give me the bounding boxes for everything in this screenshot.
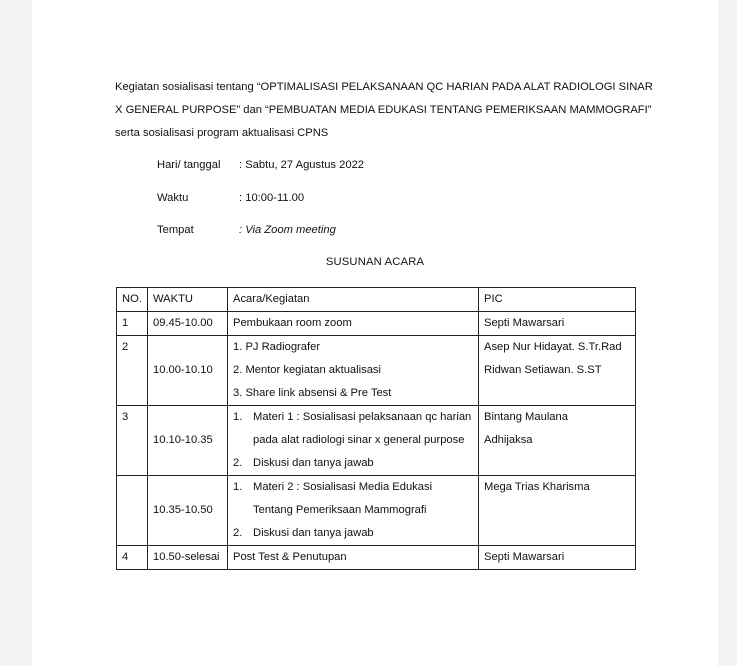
pic-line: Ridwan Setiawan. S.ST — [484, 364, 602, 376]
item-number: 2. — [233, 527, 243, 539]
document-page — [32, 0, 718, 666]
row-pic — [479, 336, 636, 406]
table-row — [117, 336, 636, 406]
item-number: 1. — [233, 411, 243, 423]
activity-line: Pembukaan room zoom — [233, 317, 352, 329]
row-time: 10.50-selesai — [148, 546, 228, 570]
activity-line: Tentang Pemeriksaan Mammografi — [253, 504, 427, 516]
meta-time-value: : 10:00-11.00 — [239, 192, 305, 204]
row-time: 09.45-10.00 — [148, 312, 228, 336]
activity-line: Post Test & Penutupan — [233, 551, 347, 563]
activity-line — [233, 452, 473, 475]
pic-line: Asep Nur Hidayat. S.Tr.Rad — [484, 341, 622, 353]
header-no: NO. — [117, 288, 148, 312]
header-time: WAKTU — [148, 288, 228, 312]
agenda-table — [116, 287, 636, 570]
item-text: Diskusi dan tanya jawab — [253, 457, 374, 469]
row-no: 4 — [117, 546, 148, 570]
activity-line — [233, 406, 473, 429]
table-row — [117, 546, 636, 570]
activity-line: 3. Share link absensi & Pre Test — [233, 387, 392, 399]
row-activity — [228, 476, 479, 546]
agenda-heading: SUSUNAN ACARA — [325, 256, 425, 268]
item-text: Diskusi dan tanya jawab — [253, 527, 374, 539]
activity-line: pada alat radiologi sinar x general purpose — [253, 434, 465, 446]
item-number: 1. — [233, 481, 243, 493]
row-activity — [228, 406, 479, 476]
meta-place-value: : Via Zoom meeting — [239, 224, 336, 236]
row-activity — [228, 546, 479, 570]
row-no: 3 — [117, 406, 148, 476]
activity-line: 2. Mentor kegiatan aktualisasi — [233, 364, 382, 376]
row-time: 10.10-10.35 — [148, 406, 228, 476]
header-activity: Acara/Kegiatan — [228, 288, 479, 312]
row-pic — [479, 476, 636, 546]
intro-line: X GENERAL PURPOSE” dan “PEMBUATAN MEDIA EDUKASI TENTANG PEMERIKSAAN MAMMOGRAFI” — [115, 104, 652, 116]
table-row — [117, 406, 636, 476]
meta-place-label: Tempat — [157, 224, 194, 236]
row-pic — [479, 406, 636, 476]
pic-line: Septi Mawarsari — [484, 551, 565, 563]
pic-line: Bintang Maulana — [484, 411, 568, 423]
activity-line: 1. PJ Radiografer — [233, 341, 321, 353]
activity-line — [233, 476, 473, 499]
row-no: 2 — [117, 336, 148, 406]
pic-line: Septi Mawarsari — [484, 317, 565, 329]
table-row — [117, 476, 636, 546]
intro-line: Kegiatan sosialisasi tentang “OPTIMALISASI PELAKSANAAN QC HARIAN PADA ALAT RADIOLOGI SINAR — [115, 81, 653, 93]
intro-line: serta sosialisasi program aktualisasi CPNS — [115, 127, 329, 139]
row-activity — [228, 312, 479, 336]
item-text: Materi 1 : Sosialisasi pelaksanaan qc harian — [253, 411, 472, 423]
pic-line: Adhijaksa — [484, 434, 533, 446]
meta-time-label: Waktu — [157, 192, 189, 204]
intro-paragraph — [115, 76, 675, 145]
meta-date-value: : Sabtu, 27 Agustus 2022 — [239, 159, 365, 171]
table-row — [117, 312, 636, 336]
item-number: 2. — [233, 457, 243, 469]
row-pic — [479, 312, 636, 336]
pic-line: Mega Trias Kharisma — [484, 481, 590, 493]
meta-date-label: Hari/ tanggal — [157, 159, 221, 171]
row-activity — [228, 336, 479, 406]
row-no: 1 — [117, 312, 148, 336]
item-text: Materi 2 : Sosialisasi Media Edukasi — [253, 481, 433, 493]
activity-line — [233, 522, 473, 545]
row-no — [117, 476, 148, 546]
row-pic — [479, 546, 636, 570]
header-pic: PIC — [479, 288, 636, 312]
row-time: 10.00-10.10 — [148, 336, 228, 406]
table-header-row — [117, 288, 636, 312]
row-time: 10.35-10.50 — [148, 476, 228, 546]
